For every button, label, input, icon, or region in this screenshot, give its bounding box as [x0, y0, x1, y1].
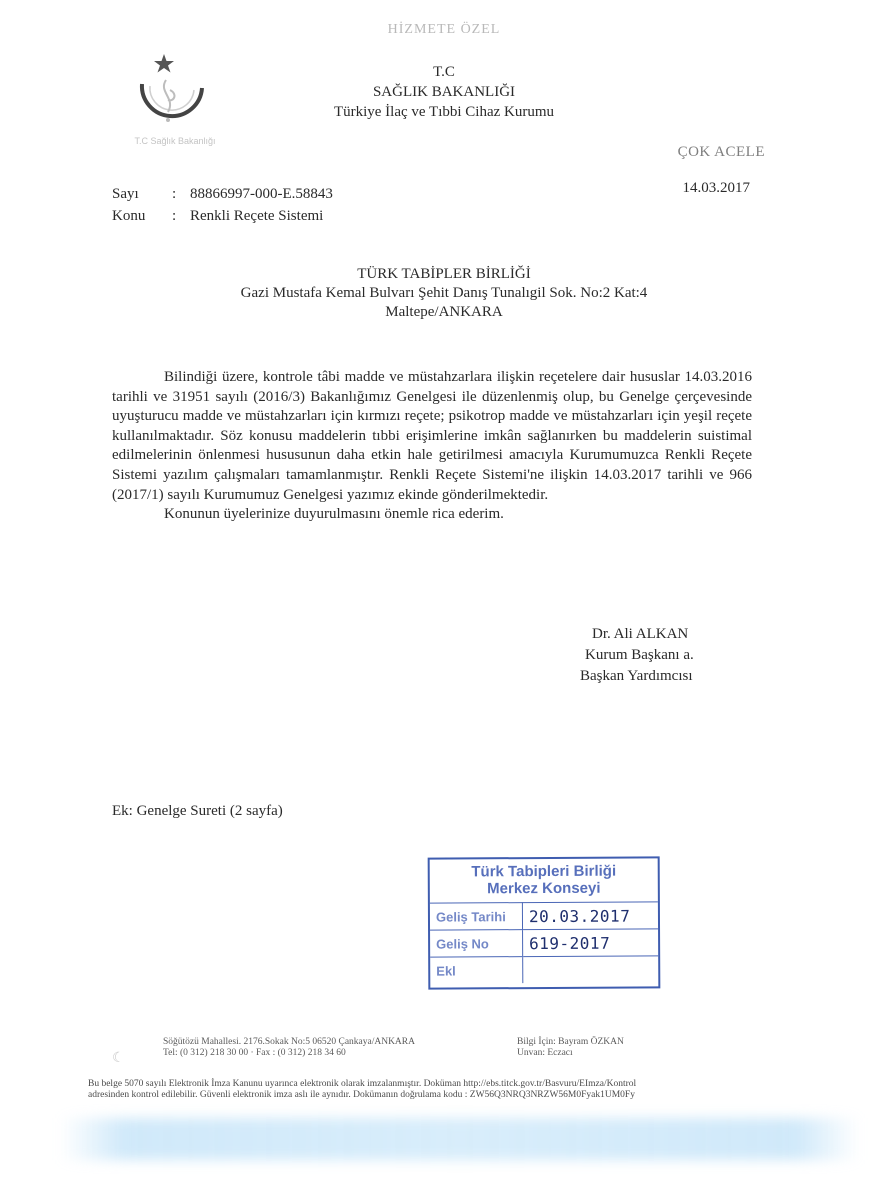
number-label: Sayı	[112, 186, 139, 202]
header-line-ministry: SAĞLIK BAKANLIĞI	[372, 84, 516, 100]
separator: :	[172, 208, 177, 224]
stamp-org: Türk Tabipleri Birliği	[471, 862, 617, 881]
subject-value: Renkli Reçete Sistemi	[190, 208, 324, 224]
crescent-star-emblem-icon	[128, 50, 228, 168]
letterhead	[240, 62, 648, 122]
contact-title: Unvan: Eczacı	[517, 1048, 573, 1058]
document-date: 14.03.2017	[682, 180, 750, 196]
address-line: Söğütözü Mahallesi. 2176.Sokak No:5 06520 Çankaya/ANKARA	[163, 1037, 415, 1047]
body-paragraph: Konunun üyelerinize duyurulmasını önemle rica ederim.	[164, 506, 504, 523]
recipient-address-line2: Maltepe/ANKARA	[385, 304, 503, 320]
footer-address	[163, 1037, 415, 1059]
stamp-council: Merkez Konseyi	[487, 879, 601, 898]
stamp-label: Geliş No	[430, 930, 523, 957]
esignature-notice	[88, 1079, 808, 1101]
number-value: 88866997-000-E.58843	[190, 186, 333, 202]
signatory-name: Dr. Ali ALKAN	[592, 626, 689, 642]
esign-line: Bu belge 5070 sayılı Elektronik İmza Kanunu uyarınca elektronik olarak imzalanmıştır. Doküman http://ebs.titck.gov.tr/Basvuru/EImza/Kontrol	[88, 1079, 637, 1089]
signature-block	[580, 624, 694, 687]
stamp-label: Geliş Tarihi	[430, 903, 523, 930]
subject-label: Konu	[112, 208, 146, 224]
signatory-title: Kurum Başkanı a.	[585, 647, 694, 663]
recipient-name: TÜRK TABİPLER BİRLİĞİ	[357, 266, 531, 282]
stamp-label: Ekl	[430, 957, 523, 984]
scan-artifact	[60, 1118, 860, 1160]
meta-row-subject	[112, 205, 333, 227]
signatory-subtitle: Başkan Yardımcısı	[580, 668, 693, 684]
separator: :	[172, 186, 177, 202]
stamp-row	[430, 902, 658, 930]
watermark-icon: ☾	[112, 1051, 125, 1066]
meta-row-number	[112, 183, 333, 205]
stamp-handwritten-value	[523, 956, 659, 983]
stamp-handwritten-value: 619-2017	[523, 929, 659, 957]
stamp-row	[430, 929, 658, 957]
document-meta	[112, 183, 333, 227]
receipt-stamp	[428, 856, 661, 989]
contact-person: Bilgi İçin: Bayram ÖZKAN	[517, 1037, 624, 1047]
stamp-title	[430, 858, 658, 897]
attachment-note: Ek: Genelge Sureti (2 sayfa)	[112, 803, 283, 819]
ministry-logo	[128, 50, 228, 168]
footer-contact	[517, 1037, 624, 1059]
stamp-row	[430, 956, 658, 984]
recipient-address-line1: Gazi Mustafa Kemal Bulvarı Şehit Danış Tunalıgil Sok. No:2 Kat:4	[240, 285, 648, 301]
esign-line: adresinden kontrol edilebilir. Güvenli elektronik imza aslı ile aynıdır. Dokümanın doğrulama kodu : ZW56Q3NRQ3NRZW56M0Fyak1UM0Fy	[88, 1090, 635, 1100]
letter-body	[112, 368, 752, 525]
logo-caption: T.C Sağlık Bakanlığı	[134, 136, 216, 146]
phone-line: Tel: (0 312) 218 30 00 · Fax : (0 312) 218 34 60	[163, 1048, 346, 1058]
header-line-tc: T.C	[433, 64, 455, 80]
classification-label: HİZMETE ÖZEL	[387, 22, 501, 37]
header-line-agency: Türkiye İlaç ve Tıbbi Cihaz Kurumu	[333, 104, 555, 120]
stamp-table	[430, 901, 658, 983]
recipient-block	[100, 265, 788, 322]
stamp-handwritten-value: 20.03.2017	[522, 902, 658, 930]
body-paragraph: Bilindiği üzere, kontrole tâbi madde ve müstahzarlara ilişkin reçetelere dair hususlar 14.03.2016 tarihli ve 31951 sayılı (2016/3) Bakanlığımız Genelgesi ile düzenlenmiş olup, bu Genelge çerçevesinde uyuşturucu madde ve müstahzarları için kırmızı reçete; psikotrop madde ve müstahzarları için yeşil reçete kullanılmaktadır. Söz konusu maddelerin tıbbi erişimlerine imkân sağlanırken bu maddelerin suistimal edilmelerinin önlenmesi hususunun daha etkin hale getirilmesi amacıyla Kurumumuzca Renkli Reçete Sistemi yazılım çalışmaları tamamlanmıştır. Renkli Reçete Sistemi'ne ilişkin 14.03.2017 tarihli ve 966 (2017/1) sayılı Kurumumuz Genelgesi yazımız ekinde gönderilmektedir.	[112, 369, 752, 503]
urgency-label: ÇOK ACELE	[677, 144, 765, 160]
